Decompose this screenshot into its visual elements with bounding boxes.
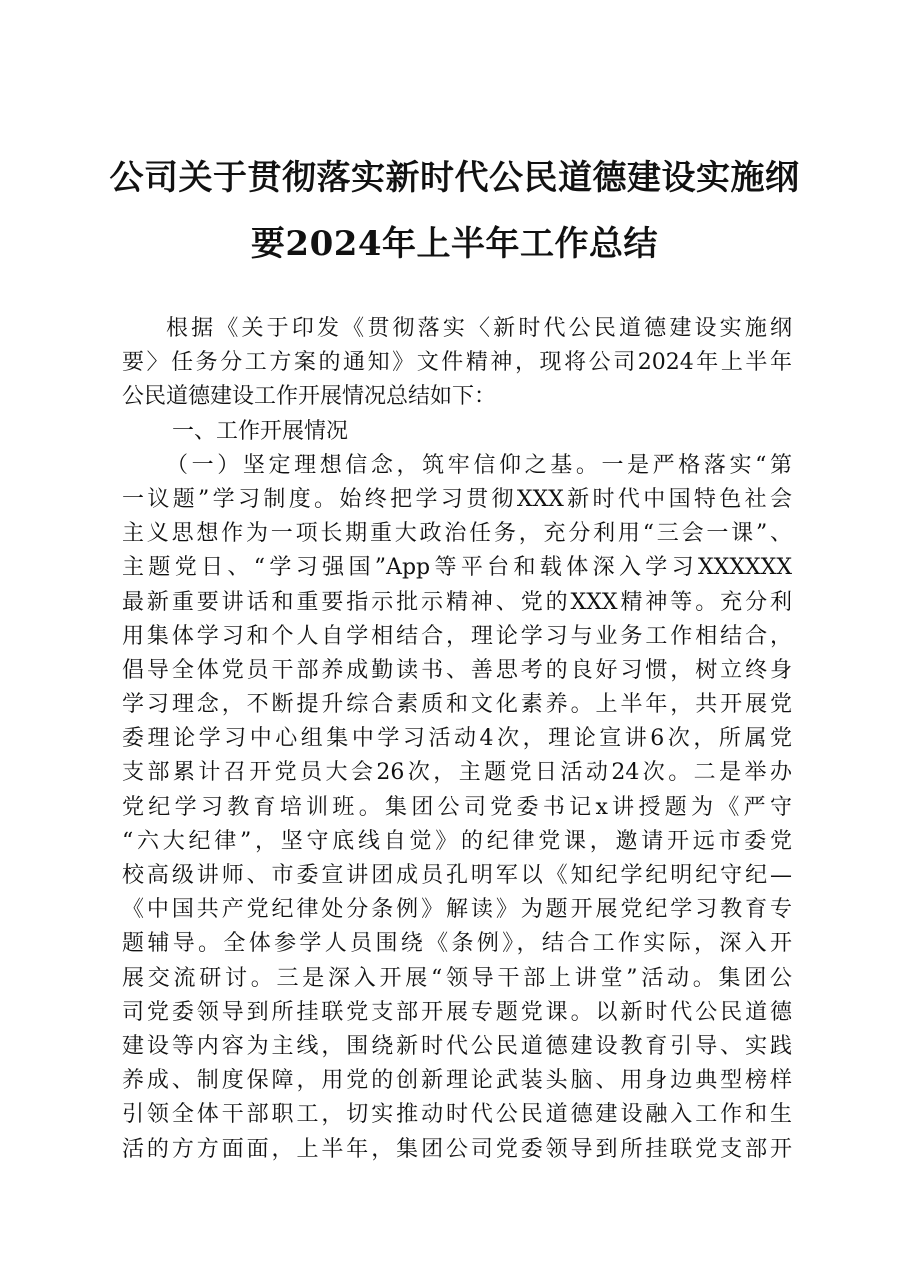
paragraph-line: 党纪学习教育培训班。集团公司党委书记x讲授题为《严守 — [122, 794, 792, 820]
intro-line: 要〉任务分工方案的通知》文件精神，现将公司2024年上半年 — [122, 350, 792, 376]
paragraph-line: 主题党日、“学习强国”App等平台和载体深入学习XXXXXX — [122, 555, 792, 581]
document-title-line-1: 公司关于贯彻落实新时代公民道德建设实施纲 — [109, 158, 800, 198]
paragraph-line: 委理论学习中心组集中学习活动4次，理论宣讲6次，所属党 — [122, 726, 792, 752]
paragraph-line: （一）坚定理想信念，筑牢信仰之基。一是严格落实“第 — [166, 452, 792, 478]
paragraph-line: 校高级讲师、市委宣讲团成员孔明军以《知纪学纪明纪守纪— — [122, 863, 792, 888]
paragraph-line: 司党委领导到所挂联党支部开展专题党课。以新时代公民道德 — [122, 999, 792, 1025]
paragraph-line: 用集体学习和个人自学相结合，理论学习与业务工作相结合， — [122, 623, 792, 649]
paragraph-line: “六大纪律”，坚守底线自觉》的纪律党课，邀请开远市委党 — [122, 828, 792, 854]
paragraph-line: 倡导全体党员干部养成勤读书、善思考的良好习惯，树立终身 — [122, 657, 792, 683]
intro-line: 根据《关于印发《贯彻落实〈新时代公民道德建设实施纲 — [166, 316, 792, 341]
document-title-line-2: 要2024年上半年工作总结 — [250, 224, 659, 264]
paragraph-line: 一议题”学习制度。始终把学习贯彻XXX新时代中国特色社会 — [122, 486, 792, 512]
paragraph-line: 支部累计召开党员大会26次，主题党日活动24次。二是举办 — [122, 760, 792, 786]
paragraph-line: 展交流研讨。三是深入开展“领导干部上讲堂”活动。集团公 — [122, 965, 792, 991]
paragraph-line: 题辅导。全体参学人员围绕《条例》，结合工作实际，深入开 — [122, 931, 792, 957]
paragraph-line: 养成、制度保障，用党的创新理论武装头脑、用身边典型榜样 — [122, 1068, 792, 1094]
document-body — [122, 312, 792, 1167]
paragraph-line: 《中国共产党纪律处分条例》解读》为题开展党纪学习教育专 — [122, 897, 792, 923]
paragraph-line: 主义思想作为一项长期重大政治任务，充分利用“三会一课”、 — [122, 521, 792, 547]
paragraph-line: 建设等内容为主线，围绕新时代公民道德建设教育引导、实践 — [122, 1033, 792, 1059]
intro-line: 公民道德建设工作开展情况总结如下： — [122, 384, 497, 410]
paragraph-line: 引领全体干部职工，切实推动时代公民道德建设融入工作和生 — [122, 1102, 792, 1128]
paragraph-line: 学习理念，不断提升综合素质和文化素养。上半年，共开展党 — [122, 692, 792, 718]
paragraph-line: 活的方方面面，上半年，集团公司党委领导到所挂联党支部开 — [122, 1136, 792, 1162]
section-heading: 一、工作开展情况 — [172, 418, 349, 444]
paragraph-line: 最新重要讲话和重要指示批示精神、党的XXX精神等。充分利 — [122, 589, 792, 615]
